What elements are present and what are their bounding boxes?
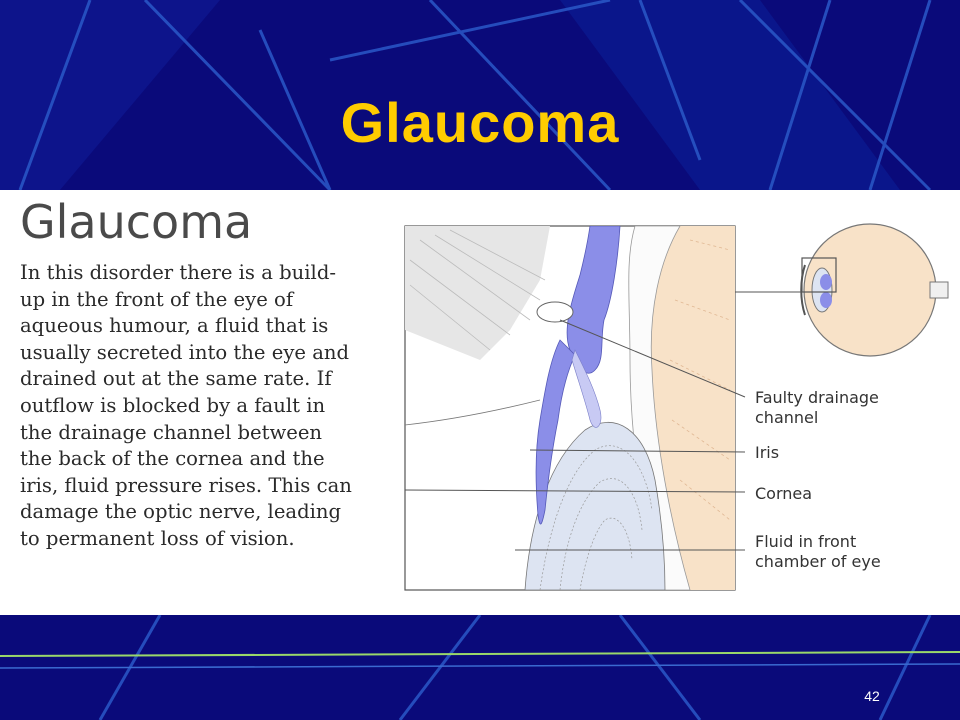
label-cornea: Cornea bbox=[755, 484, 813, 503]
body-line: In this disorder there is a build- bbox=[20, 261, 336, 284]
body-line: to permanent loss of vision. bbox=[20, 526, 295, 550]
panel-body-text bbox=[20, 260, 370, 553]
label-line: chamber of eye bbox=[755, 552, 881, 571]
label-line: Faulty drainage bbox=[755, 388, 879, 407]
body-line: up in the front of the eye of bbox=[20, 287, 294, 311]
label-fluid-front-chamber bbox=[755, 532, 881, 572]
body-line: usually secreted into the eye and bbox=[20, 340, 350, 364]
label-faulty-drainage-channel bbox=[755, 388, 879, 428]
body-line: drained out at the same rate. If bbox=[20, 367, 332, 391]
page-number: 42 bbox=[864, 688, 880, 704]
label-iris: Iris bbox=[755, 443, 780, 462]
drainage-channel bbox=[537, 302, 573, 322]
body-line: aqueous humour, a fluid that is bbox=[20, 314, 329, 338]
body-line: the drainage channel between bbox=[20, 420, 323, 444]
body-line: outflow is blocked by a fault in bbox=[20, 393, 326, 417]
slide-title: Glaucoma bbox=[340, 91, 620, 154]
panel-heading: Glaucoma bbox=[20, 195, 253, 249]
body-line: damage the optic nerve, leading bbox=[20, 500, 342, 524]
label-line: Fluid in front bbox=[755, 532, 857, 551]
eyeball-schematic bbox=[735, 224, 948, 356]
body-line: iris, fluid pressure rises. This can bbox=[20, 473, 352, 497]
label-line: channel bbox=[755, 408, 819, 427]
body-line: the back of the cornea and the bbox=[20, 447, 325, 471]
figure-panel bbox=[0, 190, 960, 615]
